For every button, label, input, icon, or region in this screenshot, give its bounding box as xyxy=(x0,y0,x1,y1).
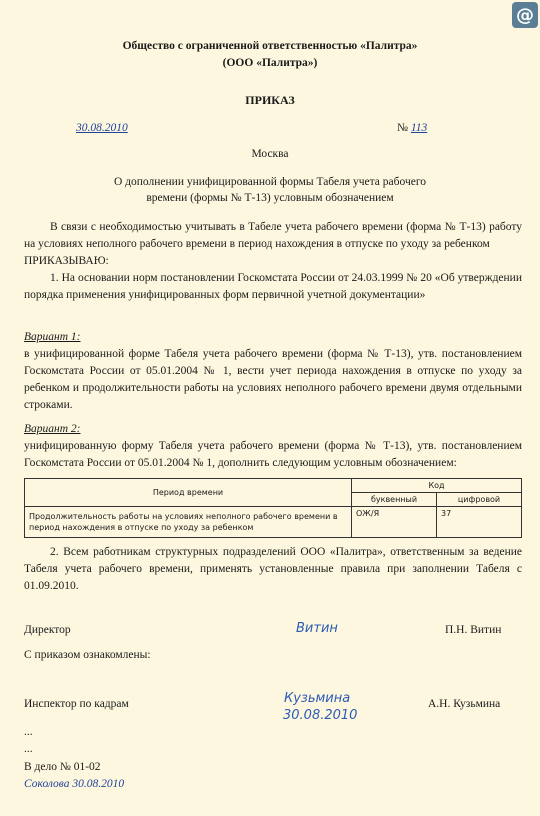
header-letter: буквенный xyxy=(352,493,437,507)
header-code: Код xyxy=(352,479,522,493)
org-name: Общество с ограниченной ответственностью «Палитра» xyxy=(122,40,418,52)
variant-1-label: Вариант 1: xyxy=(24,331,81,343)
codes-table xyxy=(24,478,522,538)
doc-city: Москва xyxy=(251,148,289,160)
doc-number xyxy=(397,122,427,134)
variant-2-block xyxy=(24,421,522,472)
doc-subject-line2: времени (формы № Т-13) условным обозначением xyxy=(146,192,394,204)
intro-paragraph: В связи с необходимостью учитывать в Табеле учета рабочего времени (форма № Т-13) работу на условиях неполного рабочего времени в период нахождения в отпуске по уходу за ребенком xyxy=(24,221,522,250)
ellipsis-line-1: ... xyxy=(24,726,33,738)
site-logo-icon[interactable] xyxy=(512,2,538,28)
ellipsis-line-2: ... xyxy=(24,743,33,755)
variant-1-block xyxy=(24,329,522,414)
number-value: 113 xyxy=(410,122,428,134)
director-signature: Витин xyxy=(296,621,338,636)
doc-subject-line1: О дополнении унифицированной формы Табеля учета рабочего xyxy=(113,176,427,188)
inspector-name: А.Н. Кузьмина xyxy=(428,698,501,710)
variant-2-text: унифицированную форму Табеля учета рабочего времени (форма № Т-13), утв. постановлением Госкомстата России от 05.01.2004 № 1, дополнить следующим условным обозначением: xyxy=(24,440,522,469)
director-label: Директор xyxy=(24,624,71,636)
cell-digit: 37 xyxy=(437,507,522,538)
logo-glyph: @ xyxy=(516,4,534,26)
item-2-block xyxy=(24,544,522,595)
order-word: ПРИКАЗЫВАЮ: xyxy=(24,255,109,267)
table-row xyxy=(25,507,522,538)
table-header-row xyxy=(25,479,522,493)
director-name: П.Н. Витин xyxy=(445,624,502,636)
number-prefix: № xyxy=(397,122,408,134)
doc-date: 30.08.2010 xyxy=(76,122,128,134)
inspector-label: Инспектор по кадрам xyxy=(24,698,129,710)
doc-title: ПРИКАЗ xyxy=(245,93,295,107)
intro-block xyxy=(24,219,522,304)
inspector-signature-date: 30.08.2010 xyxy=(283,708,358,723)
header-digit: цифровой xyxy=(437,493,522,507)
variant-2-label: Вариант 2: xyxy=(24,423,81,435)
file-signature: Соколова 30.08.2010 xyxy=(24,778,125,790)
cell-period: Продолжительность работы на условиях неполного рабочего времени в период нахождения в отпуске по уходу за ребенком xyxy=(25,507,352,538)
acquainted-label: С приказом ознакомлены: xyxy=(24,649,151,661)
inspector-signature: Кузьмина xyxy=(284,691,351,706)
item-1: 1. На основании норм постановлении Госкомстата России от 24.03.1999 № 20 «Об утверждении порядка применения унифицированных форм первичной учетной документации» xyxy=(24,272,522,301)
item-2: 2. Всем работникам структурных подразделений ООО «Палитра», ответственным за ведение Табеля учета рабочего времени, применять установленные правила при заполнении Табеля с 01.09.2010. xyxy=(24,546,522,592)
variant-1-text: в унифицированной форме Табеля учета рабочего времени (форма № Т-13), утв. постановлением Госкомстата России от 05.01.2004 № 1, вести учет периода нахождения в отпуске по уходу за ребенком и продолжительности работы на условиях неполного рабочего времени двумя отдельными строками. xyxy=(24,348,522,411)
cell-letter: ОЖ/Я xyxy=(352,507,437,538)
header-period: Период времени xyxy=(25,479,352,507)
file-note: В дело № 01-02 xyxy=(24,761,101,773)
org-short-name: (ООО «Палитра») xyxy=(222,57,318,69)
